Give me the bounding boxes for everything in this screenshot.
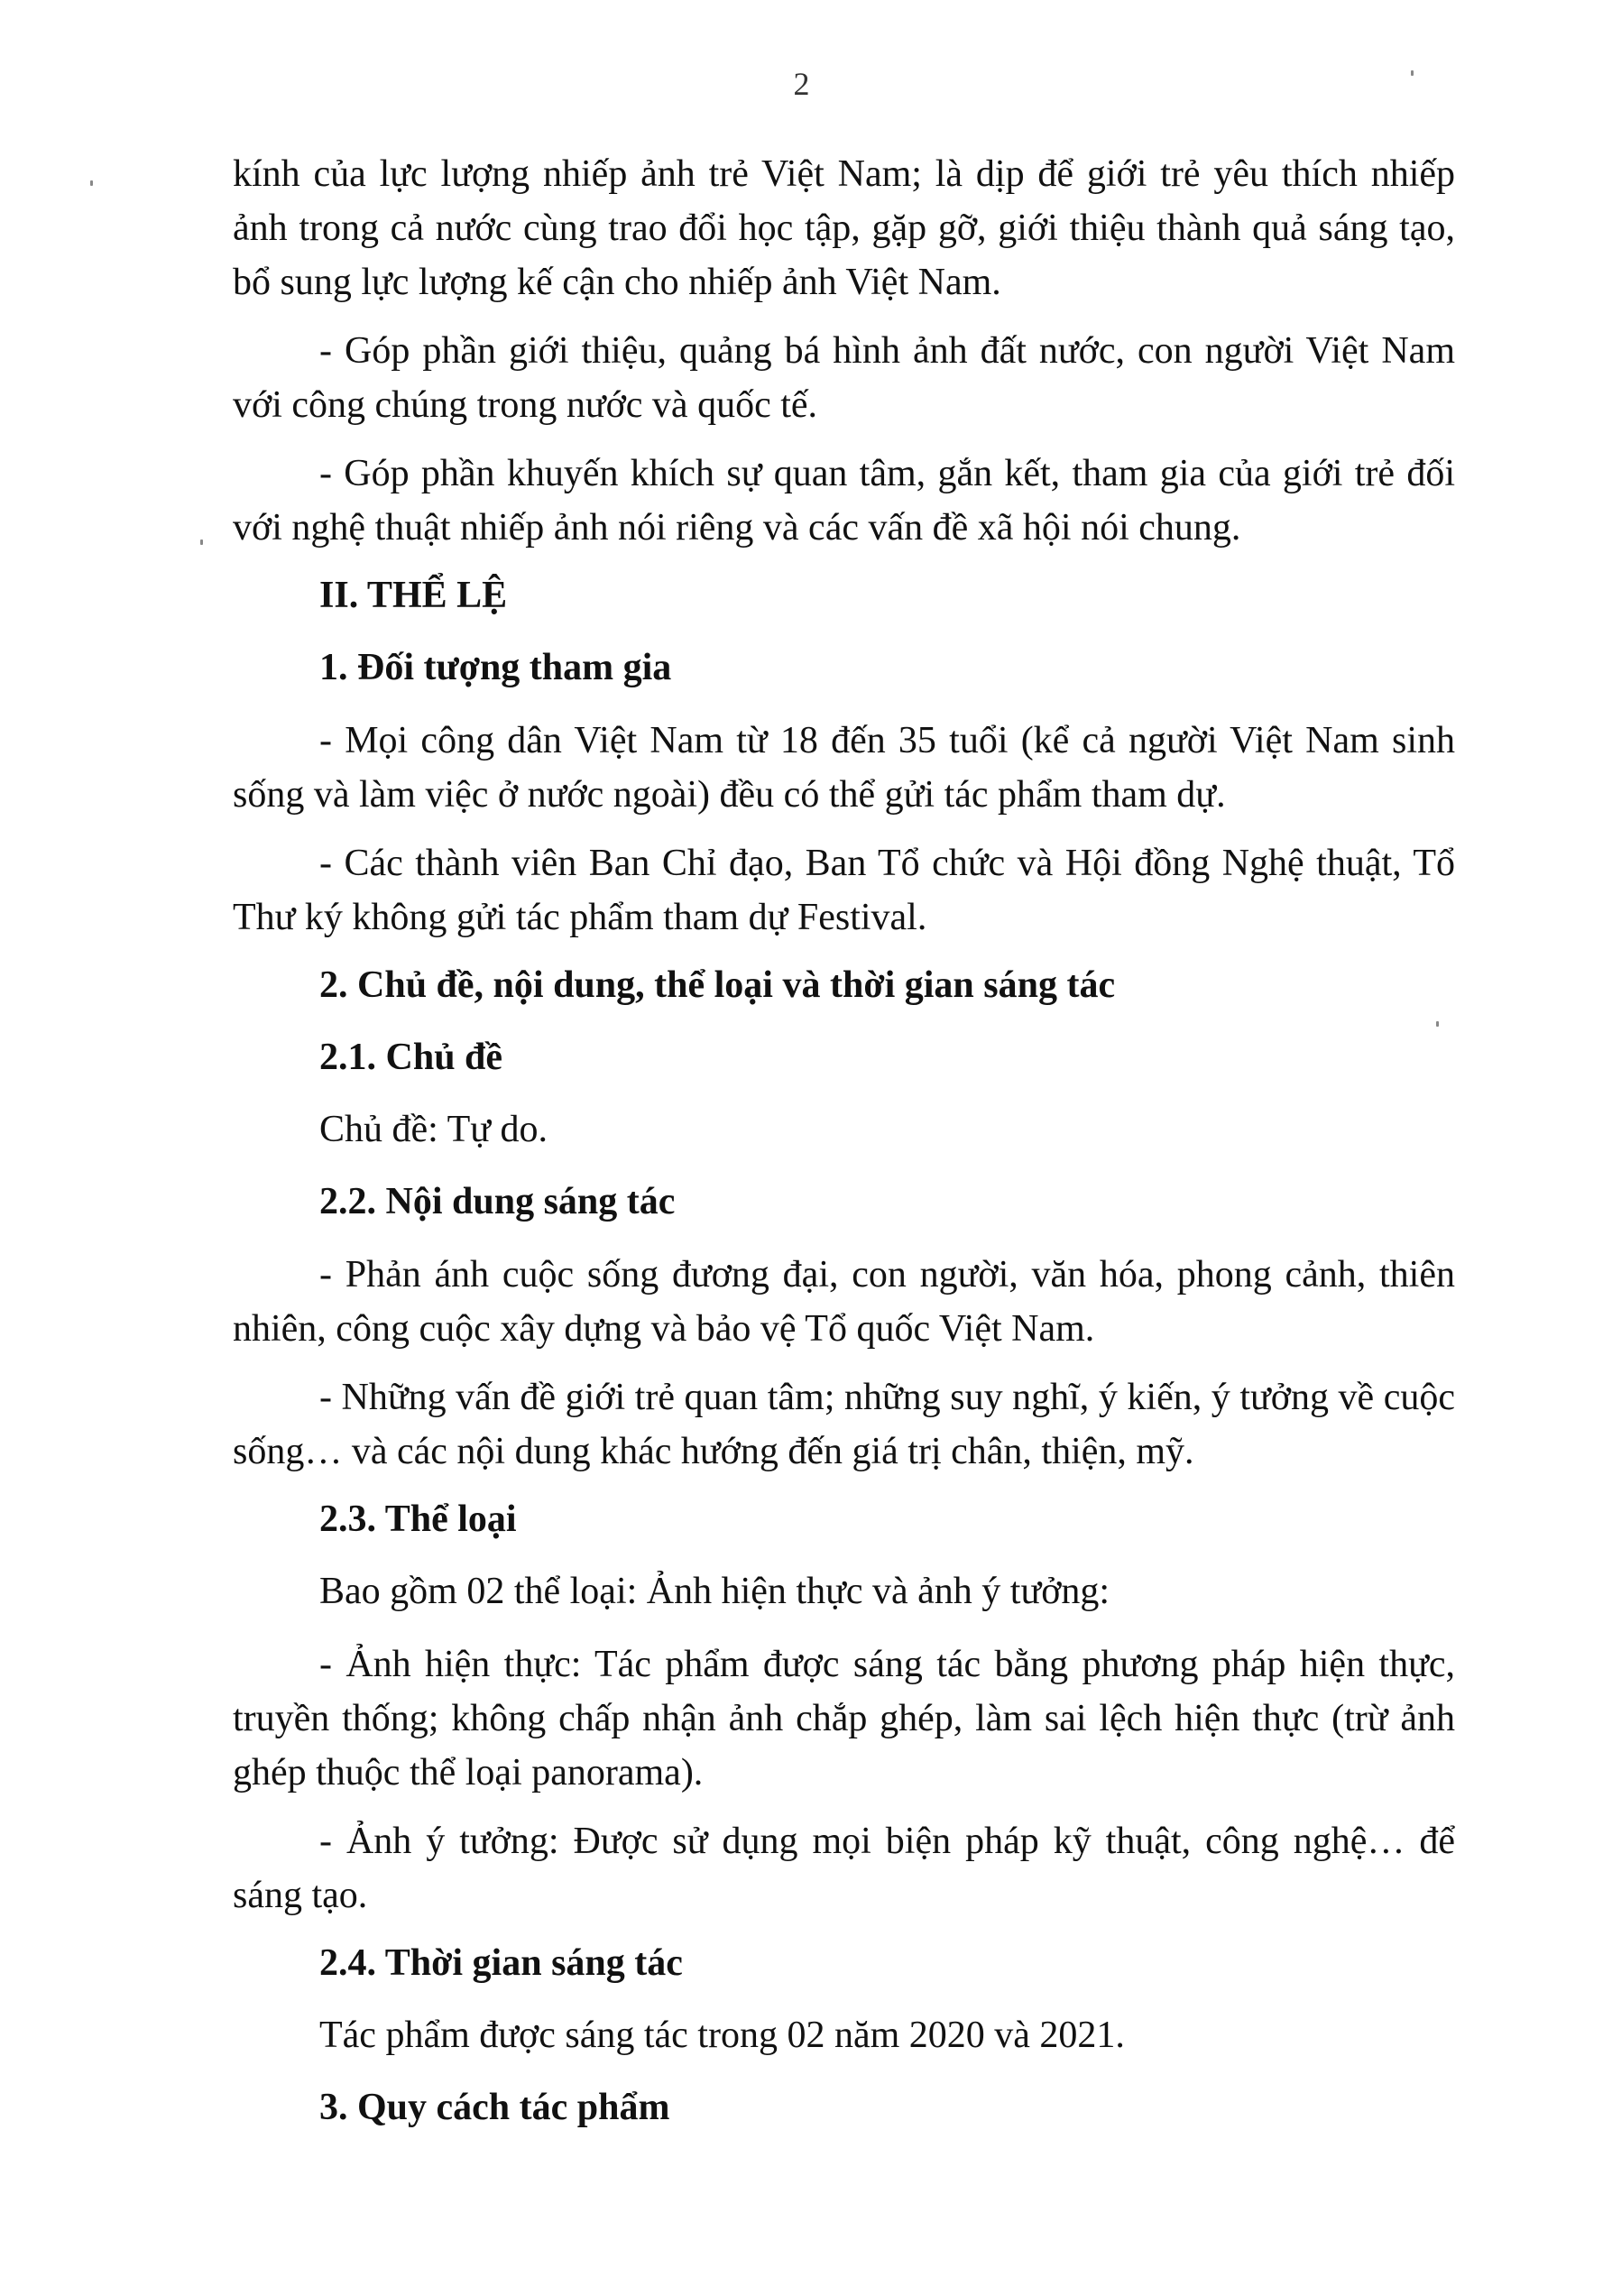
participants-item: - Mọi công dân Việt Nam từ 18 đến 35 tuổi (kể cả người Việt Nam sinh sống và làm việc ở nước ngoài) đều có thể gửi tác phẩm tham dự. <box>233 720 1455 816</box>
subsection-heading: 1. Đối tượng tham gia <box>319 647 672 688</box>
subsubsection-heading: 2.4. Thời gian sáng tác <box>319 1942 683 1984</box>
theme-text: Chủ đề: Tự do. <box>319 1109 548 1150</box>
participants-item: - Các thành viên Ban Chỉ đạo, Ban Tổ chức và Hội đồng Nghệ thuật, Tổ Thư ký không gửi tác phẩm tham dự Festival. <box>233 843 1455 938</box>
scan-speck <box>1411 70 1414 76</box>
intro-continuation: kính của lực lượng nhiếp ảnh trẻ Việt Nam; là dịp để giới trẻ yêu thích nhiếp ảnh trong cả nước cùng trao đổi học tập, gặp gỡ, giới thiệu thành quả sáng tạo, bổ sung lực lượng kế cận cho nhiếp ảnh Việt Nam. <box>233 153 1455 303</box>
content-item: - Phản ánh cuộc sống đương đại, con người, văn hóa, phong cảnh, thiên nhiên, công cuộc xây dựng và bảo vệ Tổ quốc Việt Nam. <box>233 1254 1455 1350</box>
genre-intro: Bao gồm 02 thể loại: Ảnh hiện thực và ảnh ý tưởng: <box>319 1571 1110 1612</box>
scan-speck <box>200 539 203 545</box>
document-body <box>233 147 1455 2153</box>
page-number: 2 <box>793 66 810 102</box>
subsubsection-heading: 2.1. Chủ đề <box>319 1037 503 1078</box>
subsubsection-heading: 2.2. Nội dung sáng tác <box>319 1181 676 1222</box>
scan-speck <box>90 180 93 186</box>
subsection-heading: 2. Chủ đề, nội dung, thể loại và thời gian sáng tác <box>319 964 1116 1006</box>
time-text: Tác phẩm được sáng tác trong 02 năm 2020 và 2021. <box>319 2015 1125 2056</box>
subsubsection-heading: 2.3. Thể loại <box>319 1498 517 1540</box>
goal-item: - Góp phần giới thiệu, quảng bá hình ảnh đất nước, con người Việt Nam với công chúng trong nước và quốc tế. <box>233 330 1455 426</box>
subsection-heading: 3. Quy cách tác phẩm <box>319 2087 670 2128</box>
section-heading: II. THỂ LỆ <box>319 575 508 616</box>
content-item: - Những vấn đề giới trẻ quan tâm; những suy nghĩ, ý kiến, ý tưởng về cuộc sống… và các nội dung khác hướng đến giá trị chân, thiện, mỹ. <box>233 1377 1455 1472</box>
genre-item: - Ảnh hiện thực: Tác phẩm được sáng tác bằng phương pháp hiện thực, truyền thống; không chấp nhận ảnh chắp ghép, làm sai lệch hiện thực (trừ ảnh ghép thuộc thể loại panorama). <box>233 1644 1455 1793</box>
genre-item: - Ảnh ý tưởng: Được sử dụng mọi biện pháp kỹ thuật, công nghệ… để sáng tạo. <box>233 1821 1455 1916</box>
goal-item: - Góp phần khuyến khích sự quan tâm, gắn kết, tham gia của giới trẻ đối với nghệ thuật nhiếp ảnh nói riêng và các vấn đề xã hội nói chung. <box>233 453 1455 549</box>
